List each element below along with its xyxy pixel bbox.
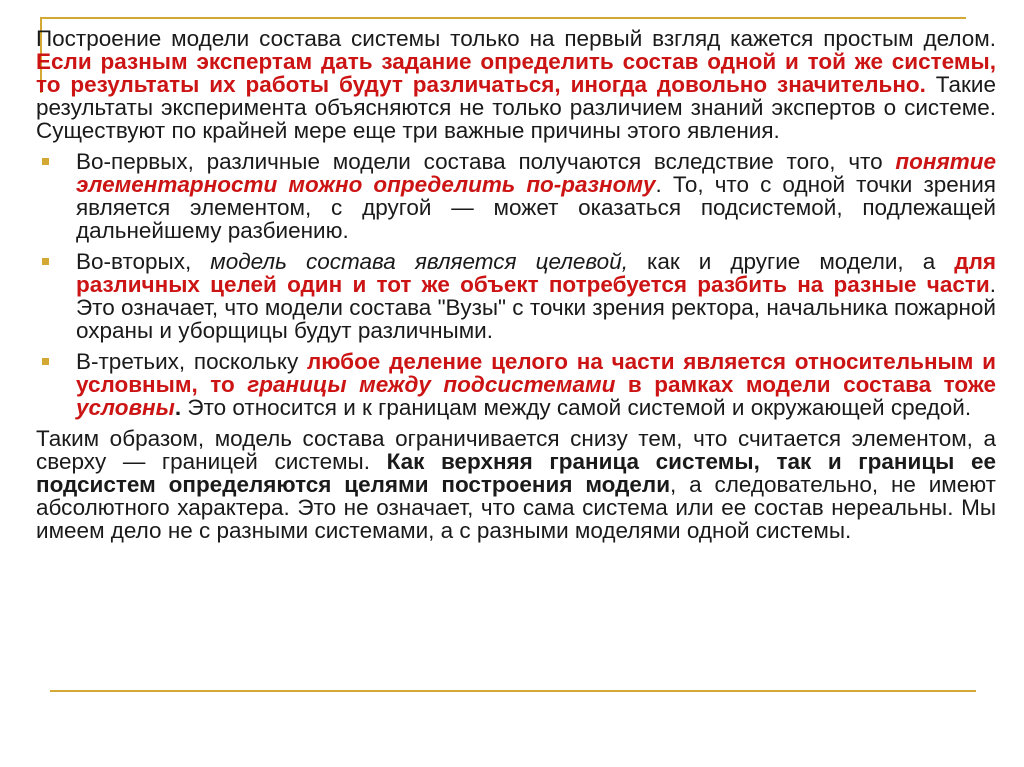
third-emphasis-2: границы между подсистемами	[247, 372, 616, 397]
first-emphasis: понятие элементарности можно определить по-разному	[76, 149, 996, 197]
paragraph-conclusion	[36, 427, 996, 542]
second-emphasis: для различных целей один и тот же объект потребуется разбить на разные части	[76, 249, 996, 297]
third-period: .	[174, 395, 182, 420]
conclusion-text-1: Таким образом, модель состава ограничивается снизу тем, что считается элементом, а сверху — границей системы.	[36, 426, 996, 474]
bullet-item-first	[36, 150, 996, 242]
second-italic: модель состава является целевой,	[210, 249, 628, 274]
second-text-2: как и другие модели, а	[627, 249, 955, 274]
first-text-2: . То, что с одной точки зрения является элементом, с другой — может оказаться подсистемой, подлежащей дальнейшему разбиению.	[76, 172, 996, 243]
second-text-3: . Это означает, что модели состава "Вузы" с точки зрения ректора, начальника пожарной охраны и уборщицы будут различными.	[76, 272, 996, 343]
third-emphasis-1: любое деление целого на части является относительным и условным, то	[76, 349, 996, 397]
third-text-1: В-третьих, поскольку	[76, 349, 307, 374]
conclusion-text-2: , а следовательно, не имеют абсолютного характера. Это не означает, что сама система или ее состав нереальны. Мы имеем дело не с разными системами, а с разными моделями одной системы.	[36, 472, 996, 543]
square-bullet-icon	[42, 358, 49, 365]
square-bullet-icon	[42, 158, 49, 165]
second-text-1: Во-вторых,	[76, 249, 211, 274]
decorative-bottom-rule	[50, 690, 976, 692]
intro-text-2: Такие результаты эксперимента объясняются не только различием знаний экспертов о системе. Существуют по крайней мере еще три важные причины этого явления.	[36, 72, 996, 143]
third-emphasis-3: в рамках модели состава тоже	[615, 372, 996, 397]
intro-text-1: Построение модели состава системы только на первый взгляд кажется простым делом.	[36, 26, 996, 51]
slide-body	[36, 27, 996, 542]
first-text-1: Во-первых, различные модели состава получаются вследствие того, что	[76, 149, 896, 174]
square-bullet-icon	[42, 258, 49, 265]
third-emphasis-4: условны	[76, 395, 175, 420]
bullet-item-second	[36, 250, 996, 342]
bullet-item-third	[36, 350, 996, 419]
decorative-top-rule	[40, 17, 966, 19]
intro-emphasis: Если разным экспертам дать задание определить состав одной и той же системы, то результаты их работы будут различаться, иногда довольно значительно.	[36, 49, 996, 97]
paragraph-intro	[36, 27, 996, 142]
third-text-2: Это относится и к границам между самой системой и окружающей средой.	[181, 395, 972, 420]
conclusion-emphasis: Как верхняя граница системы, так и границы ее подсистем определяются целями построения модели	[36, 449, 996, 497]
